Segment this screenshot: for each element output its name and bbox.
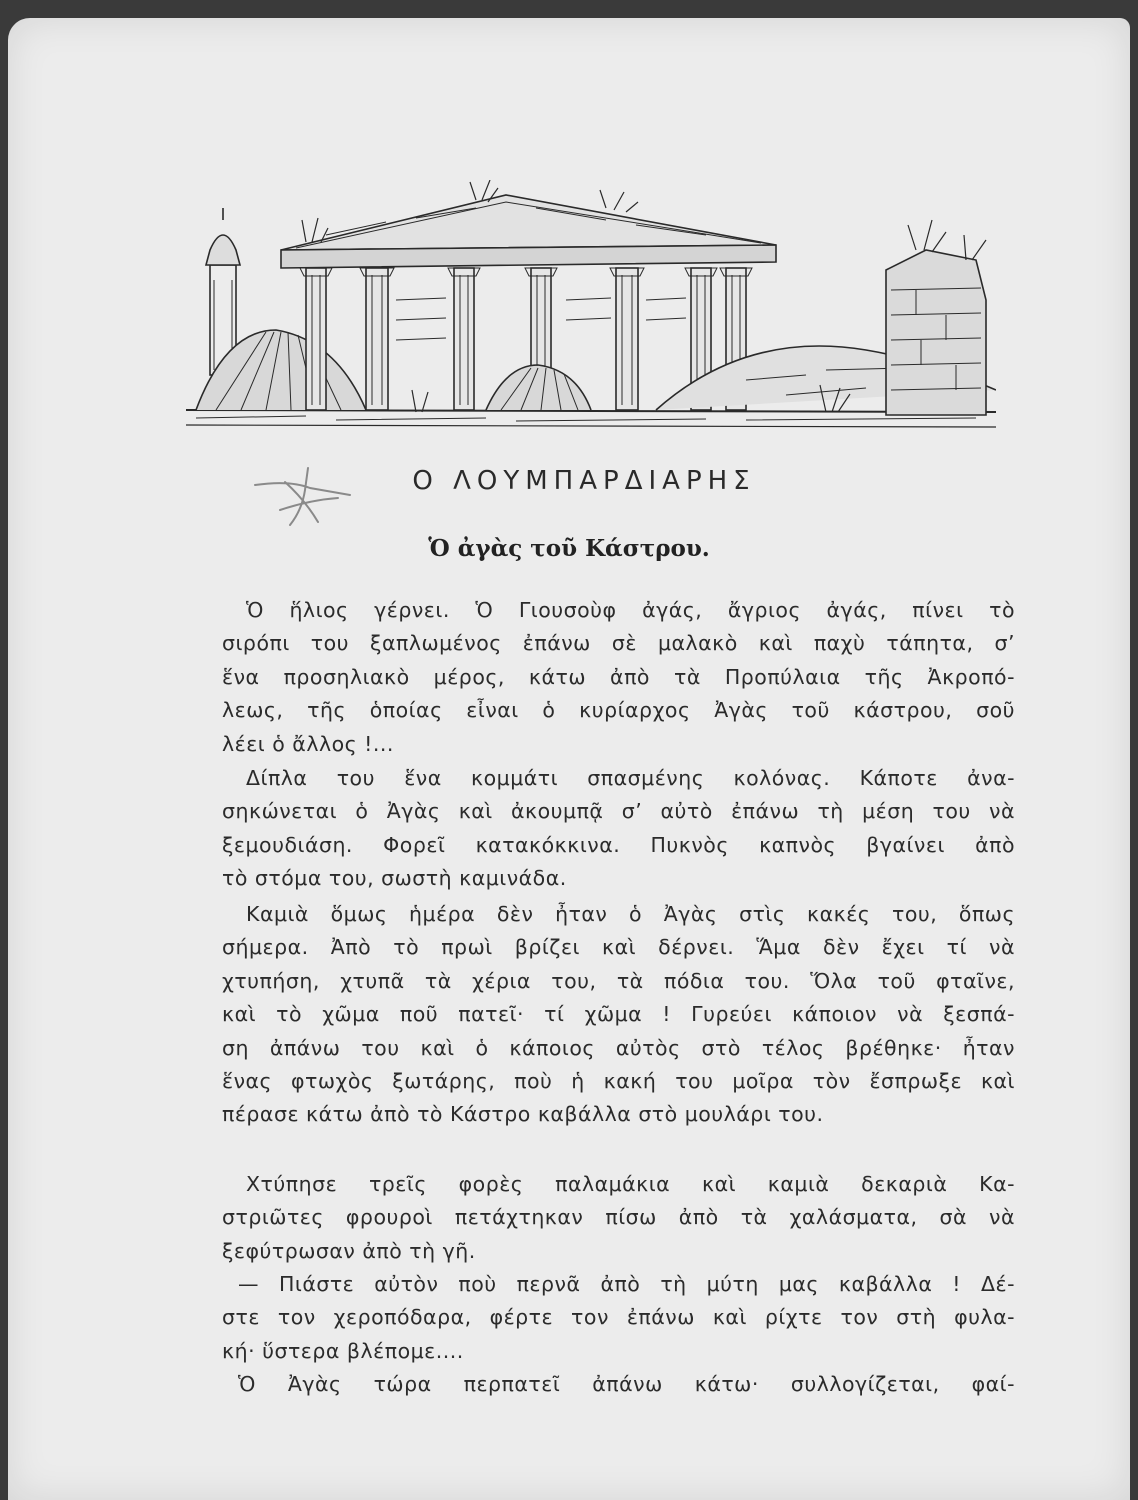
text-line: τὸ στόμα του, σωστὴ καμινάδα. <box>222 866 567 891</box>
text-line: καὶ τὸ χῶμα ποῦ πατεῖ· τί χῶμα ! Γυρεύει κάποιον νὰ ξεσπά- <box>222 1002 1015 1027</box>
text-line: ἕνα προσηλιακὸ μέρος, κάτω ἀπὸ τὰ Προπύλαια τῆς Ἀκροπό- <box>222 664 1015 689</box>
text-line: Χτύπησε τρεῖς φορὲς παλαμάκια καὶ καμιὰ δεκαριὰ Κα- <box>246 1172 1015 1196</box>
chapter-title: Ο ΛΟΥΜΠΑΡΔΙΑΡΗΣ <box>412 466 756 496</box>
text-line: σιρόπι του ξαπλωμένος ἐπάνω σὲ μαλακὸ καὶ παχὺ τάπητα, σ’ <box>222 631 1015 656</box>
text-line: κή· ὕστερα βλέπομε.... <box>222 1338 464 1363</box>
text-line: Ὁ ἥλιος γέρνει. Ὁ Γιουσοὺφ ἀγάς, ἄγριος ἀγάς, πίνει τὸ <box>246 598 1015 622</box>
paragraph-1 <box>222 594 1015 761</box>
text-line: λεως, τῆς ὁποίας εἶναι ὁ κυρίαρχος Ἀγὰς τοῦ κάστρου, σοῦ <box>222 698 1015 723</box>
text-line: ση ἀπάνω του καὶ ὁ κάποιος αὐτὸς στὸ τέλος βρέθηκε· ἦταν <box>222 1035 1015 1060</box>
text-line: σήμερα. Ἀπὸ τὸ πρωὶ βρίζει καὶ δέρνει. Ἅμα δὲν ἔχει τί νὰ <box>222 935 1015 960</box>
text-line: Καμιὰ ὅμως ἡμέρα δὲν ἦταν ὁ Ἀγὰς στὶς κακές του, ὅπως <box>246 902 1015 926</box>
text-line: ἕνας φτωχὸς ξωτάρης, ποὺ ἡ κακή του μοῖρα τὸν ἔσπρωξε καὶ <box>222 1068 1015 1093</box>
text-line: σηκώνεται ὁ Ἀγὰς καὶ ἀκουμπᾷ σ’ αὐτὸ ἐπάνω τὴ μέση του νὰ <box>222 799 1015 824</box>
temple-ruins-illustration <box>186 180 996 430</box>
text-line: λέει ὁ ἄλλος !... <box>222 731 394 756</box>
text-line: ξεφύτρωσαν ἀπὸ τὴ γῆ. <box>222 1238 476 1263</box>
paragraph-5 <box>222 1268 1015 1402</box>
paragraph-2 <box>222 762 1015 896</box>
text-line: Ὁ Ἀγὰς τώρα περπατεῖ ἀπάνω κάτω· συλλογίζεται, φαί- <box>238 1372 1015 1397</box>
text-line: χτυπήση, χτυπᾶ τὰ χέρια του, τὰ πόδια του. Ὅλα τοῦ φταῖνε, <box>222 968 1015 993</box>
text-line: στριῶτες φρουροὶ πετάχτηκαν πίσω ἀπὸ τὰ χαλάσματα, σὰ νὰ <box>222 1205 1015 1230</box>
text-line: πέρασε κάτω ἀπὸ τὸ Κάστρο καβάλλα στὸ μουλάρι του. <box>222 1102 824 1127</box>
text-line: — Πιάστε αὐτὸν ποὺ περνᾶ ἀπὸ τὴ μύτη μας καβάλλα ! Δέ- <box>238 1272 1015 1296</box>
paragraph-4 <box>222 1168 1015 1268</box>
text-line: ξεμουδιάση. Φορεῖ κατακόκκινα. Πυκνὸς καπνὸς βγαίνει ἀπὸ <box>222 832 1015 857</box>
subtitle: Ὁ ἀγὰς τοῦ Κάστρου. <box>428 535 710 562</box>
text-line: στε τον χεροπόδαρα, φέρτε τον ἐπάνω καὶ ρίχτε τον στὴ φυλα- <box>222 1305 1015 1330</box>
paragraph-3 <box>222 898 1015 1132</box>
text-line: Δίπλα του ἕνα κομμάτι σπασμένης κολόνας. Κάποτε ἀνα- <box>246 766 1015 790</box>
